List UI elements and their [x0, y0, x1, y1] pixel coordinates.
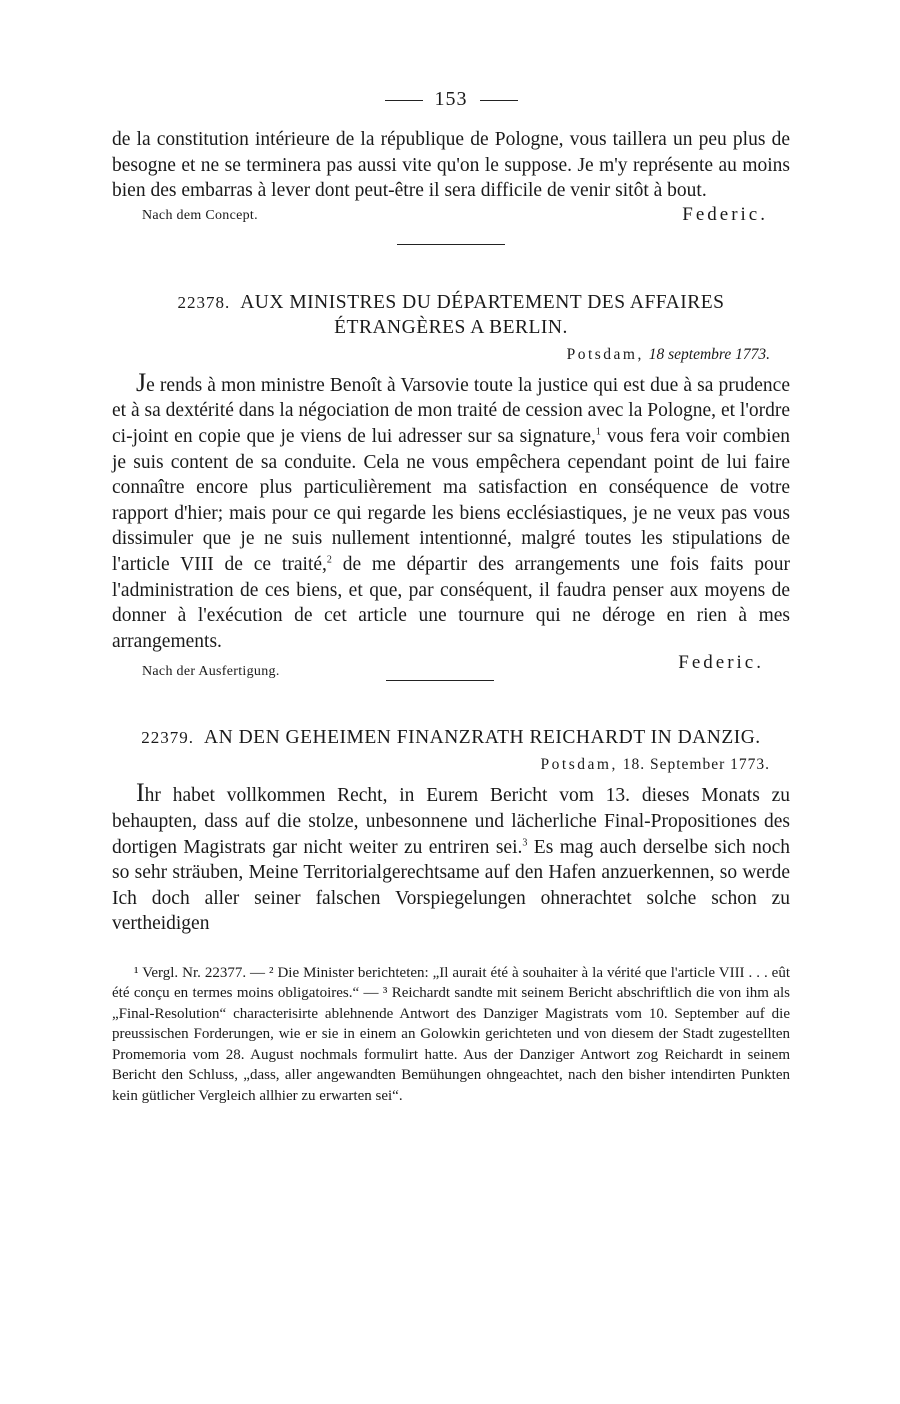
- initial-letter: J: [136, 367, 147, 397]
- continuation-source-note: Nach dem Concept.: [142, 207, 258, 223]
- letter-heading: [112, 725, 790, 750]
- section-divider: [397, 244, 505, 245]
- letter-text-part-b: Es mag auch derselbe sich noch so sehr sträuben, Meine Territorialgerechtsame auf den Hafen anzuerkennen, so werde Ich doch aller seiner falschen Vorspiegelungen ohnerachtet solche schon zu vertheidigen: [112, 836, 790, 935]
- letter-body: [112, 780, 790, 937]
- letter-heading: [112, 290, 790, 340]
- letter-date: 18 septembre 1773.: [648, 345, 770, 363]
- letter-text-part-b: vous fera voir combien je suis content de sa conduite. Cela ne vous empêchera cependant point de lui faire connaître encore plus particulièrement ma satisfaction en conséquence de votre rapport d'hier; mais pour ce qui regarde les biens ecclésiastiques, je ne veux pas vous dissimuler que je ne suis nullement intentionné, malgré toutes les stipulations de l'article VIII de ce traité,: [112, 425, 790, 575]
- letter-dateline: [112, 346, 770, 364]
- page-header: [112, 88, 790, 111]
- footnote-marker: 2: [326, 554, 332, 566]
- letter-place: Potsdam,: [540, 756, 618, 774]
- letter-signature: Federic.: [678, 652, 764, 674]
- continuation-footer: [112, 204, 790, 232]
- letter-date: 18. September 1773.: [622, 756, 770, 774]
- letter-body: [112, 367, 790, 655]
- letter-title: AN DEN GEHEIMEN FINANZRATH REICHARDT IN DANZIG.: [204, 727, 761, 749]
- letter-source-note: Nach der Ausfertigung.: [142, 664, 280, 680]
- letter-text-part-a: hr habet vollkommen Recht, in Eurem Bericht vom 13. dieses Monats zu behaupten, dass auf die stolze, unbesonnene und lächerliche Final-Propositiones des dortigen Magistrats gar nicht weiter zu entriren sei.: [112, 785, 790, 858]
- letter-text-part-c: de me départir des arrangements une fois faits pour l'administration de ces biens, et que, par conséquent, il faudra penser aux moyens de donner à l'exécution de cet article une tournure qui ne déroge en rien à mes arrangements.: [112, 553, 790, 652]
- header-dash-right: [480, 100, 518, 101]
- letter-22378: [112, 290, 790, 682]
- initial-letter: I: [136, 778, 145, 808]
- continuation-text: de la constitution intérieure de la république de Pologne, vous taillera un peu plus de besogne et ne se terminera pas aussi vite qu'on le suppose. Je m'y représente au moins bien des embarras à lever dont peut-être il sera difficile de venir sitôt à bout.: [112, 129, 790, 202]
- letter-number: 22378.: [177, 292, 231, 312]
- letter-title: AUX MINISTRES DU DÉPARTEMENT DES AFFAIRES ÉTRANGÈRES A BERLIN.: [240, 291, 725, 338]
- section-divider: [386, 680, 494, 681]
- letter-footer: [112, 646, 790, 680]
- page-number: 153: [434, 88, 468, 110]
- footnotes: [112, 963, 790, 1107]
- letter-22379: [112, 725, 790, 937]
- letter-text-part-a: e rends à mon ministre Benoît à Varsovie toute la justice qui est due à sa prudence et à sa dextérité dans la négociation de mon traité de cession avec la Pologne, et l'ordre ci-joint en copie que je viens de lui adresser sur sa signature,: [112, 374, 790, 447]
- footnote-marker: 3: [522, 837, 528, 848]
- footnote-marker: 1: [595, 426, 601, 438]
- continuation-signature: Federic.: [682, 203, 768, 225]
- letter-dateline: [112, 756, 770, 774]
- letter-number: 22379.: [141, 728, 195, 748]
- letter-place: Potsdam,: [566, 345, 644, 363]
- header-dash-left: [385, 100, 423, 101]
- footnote-text: ¹ Vergl. Nr. 22377. — ² Die Minister berichteten: „Il aurait été à souhaiter à la vérité que l'article VIII . . . eût été conçu en termes moins obligatoires.“ — ³ Reichardt sandte mit seinem Bericht abschriftlich die von ihm als „Final-Resolution“ characterisirte ablehnende Antwort des Danziger Magistrats vom 10. September auf die preussischen Forderungen, wie er sie in einem an Golowkin gerichteten und von diesem der Stadt zugestellten Promemoria vom 28. August nochmals formulirt hatte. Aus der Danziger Antwort zog Reichardt in seinem Bericht den Schluss, „dass, aller angewandten Bemühungen ohngeachtet, nach den bisher intendirten Punkten kein gütlicher Vergleich allhier zu erwarten sei“.: [112, 964, 790, 1104]
- document-page: [112, 88, 790, 1106]
